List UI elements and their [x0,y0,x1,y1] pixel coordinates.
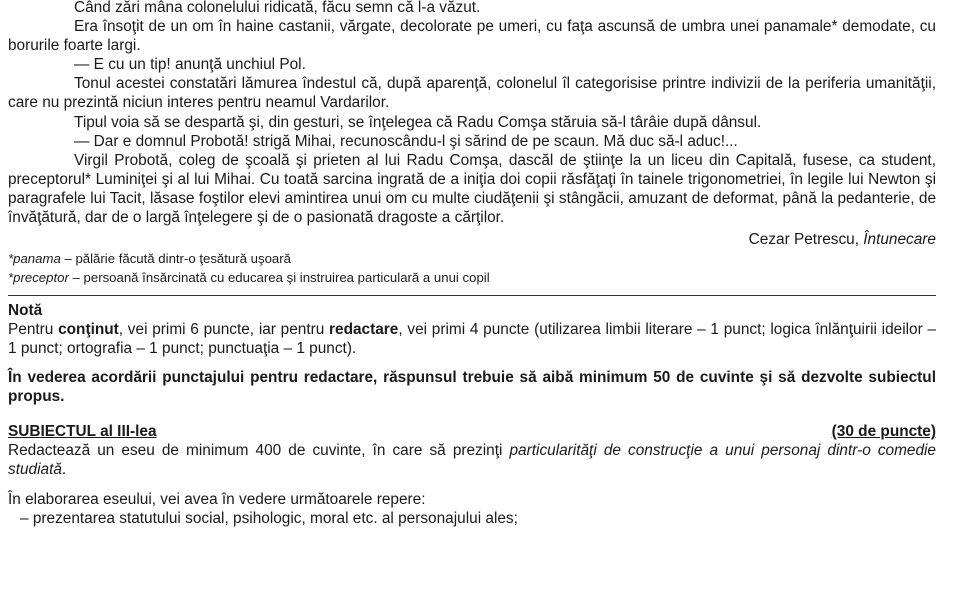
nota-keyword-content: conţinut [58,321,119,339]
footnote-term: *panama [8,251,61,267]
task-text-part: . [61,460,67,478]
nota-text-part: , vei primi 4 puncte (utilizarea limbii literare – 1 punct; logica înlănţuirii ideilor – 1 punct; ortografia – 1 punct; punctuaţia – 1 punct). [8,321,937,358]
task-text [8,441,936,479]
divider [8,295,936,296]
spacer [8,359,936,368]
task-text-part: Redactează un eseu de minimum 400 de cuvinte, în care să prezinţi [8,441,510,459]
author-name: Cezar Petrescu, [748,231,864,249]
task-topic: particularităţi de construcţie a unui personaj dintr-o comedie studiată [8,441,936,478]
nota-requirement: În vederea acordării punctajului pentru redactare, răspunsul trebuie să aibă minimum 50 de cuvinte şi să dezvolte subiectul propus. [8,368,936,405]
nota-text [8,320,936,358]
passage-paragraph: Virgil Probotă, coleg de şcoală şi prieten al lui Radu Comşa, dascăl de ştiinţe la un liceu din Capitală, fusese, ca student, preceptorul* Luminiţei şi al lui Mihai. Cu toată sarcina ingrată de a iniţia doi copii răsfăţaţi în tainele trigonometriei, în legile lui Newton şi paragrafele lui Tacit, lăsase foştilor elevi amintirea unui om cu multe ciudăţenii şi stângăcii, amuzant de deformat, până la pedanterie, de învăţătură, dar de o largă înţelegere şi de o pasionată dragoste a cărţilor. [8,151,936,227]
spacer [8,479,936,490]
section-title: SUBIECTUL al III-lea [8,422,157,440]
footnote-panama [8,249,936,268]
work-title: Întunecare [863,231,936,249]
passage-paragraph: Era însoţit de un om în haine castanii, vărgate, decolorate pe umeri, cu faţa ascunsă de umbra unei panamale* demodate, cu borurile foarte largi. [8,18,936,55]
exam-content [8,0,936,528]
footnote-definition: – pălărie făcută dintr-o ţesătură uşoară [60,251,291,267]
nota-title: Notă [8,302,43,320]
nota-keyword-redactare: redactare [329,321,399,339]
nota-text-part: , vei primi 6 puncte, iar pentru [118,321,330,339]
passage-paragraph: Tonul acestei constatări lămurea îndestul că, după aparenţă, colonelul îl categorisise printre indivizii de la periferia umanităţii, care nu prezintă niciun interes pentru neamul Vardarilor. [8,75,936,112]
passage-paragraph: Tipul voia să se despartă şi, din gesturi, se înţelegea că Radu Comşa stăruia să-l târâie după dânsul. [74,113,762,131]
guide-item: – prezentarea statutului social, psihologic, moral etc. al personajului ales; [20,510,518,528]
nota-text-part: Pentru [8,321,59,339]
source-attribution [8,230,936,249]
footnote-term: *preceptor [8,270,69,286]
passage-dialogue: — Dar e domnul Probotă! strigă Mihai, recunoscându-l şi sărind de pe scaun. Mă duc să-l aduc!... [74,132,738,150]
footnote-preceptor [8,268,936,287]
footnote-definition: – persoană însărcinată cu educarea şi instruirea particulară a unui copil [68,270,490,286]
passage-paragraph: Când zări mâna colonelului ridicată, făcu semn că l-a văzut. [74,0,481,16]
guide-intro: În elaborarea eseului, vei avea în vedere următoarele repere: [8,490,426,508]
section-points: (30 de puncte) [831,422,936,440]
passage-dialogue: — E cu un tip! anunţă unchiul Pol. [74,56,306,74]
section-header [8,422,936,441]
